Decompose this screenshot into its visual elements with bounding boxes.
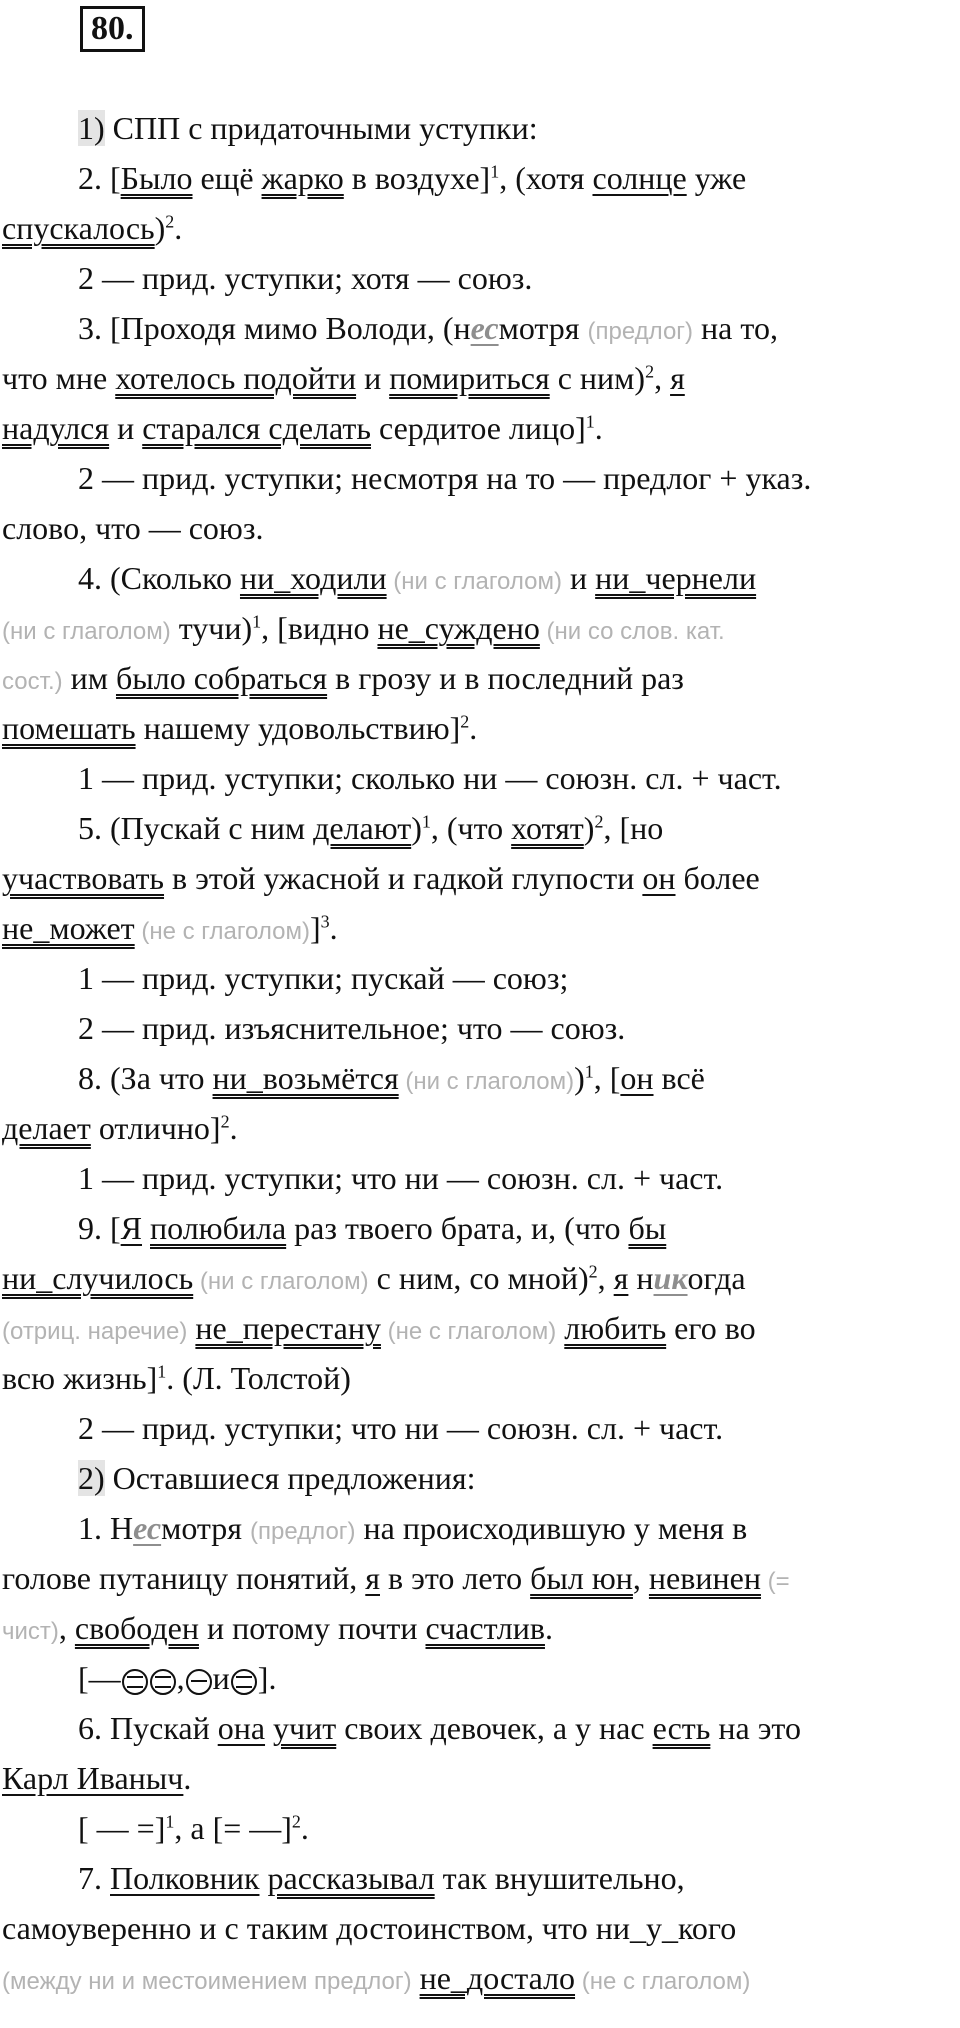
text-fragment: в это лето	[380, 1560, 531, 1596]
text-fragment: не_перестану	[195, 1310, 381, 1346]
sentence-4-analysis: 1 — прид. уступки; сколько ни — союзн. сл. + част.	[78, 760, 782, 796]
text-fragment: своих девочек, а у нас	[336, 1710, 653, 1746]
text-fragment: .	[229, 1110, 238, 1146]
text-fragment: я	[670, 360, 685, 396]
section-1-label: 1)	[78, 110, 105, 146]
text-fragment: [ — =]	[78, 1810, 166, 1846]
sentence-9-line-1	[78, 1203, 958, 1253]
text-fragment: на то,	[693, 310, 778, 346]
text-fragment: .	[174, 210, 183, 246]
sentence-5-line-3	[2, 903, 958, 953]
text-fragment: 3. [Проходя мимо Володи, (н	[78, 310, 471, 346]
sentence-4-line-1	[78, 553, 958, 603]
text-fragment: (ни с глаголом)	[398, 1068, 575, 1095]
text-fragment: (не с глаголом)	[380, 1318, 557, 1345]
text-fragment: 1	[584, 1061, 594, 1082]
text-fragment: и	[562, 560, 596, 596]
text-fragment: 9. [	[78, 1210, 121, 1246]
text-fragment: раз твоего брата, и, (что	[286, 1210, 629, 1246]
text-fragment: 7.	[78, 1860, 110, 1896]
sentence-5-line-1	[78, 803, 958, 853]
text-fragment: )	[154, 210, 166, 246]
sentence-7-line-2: самоуверенно и с таким достоинством, что ни_у_кого	[2, 1910, 737, 1946]
text-fragment: хотелось подойти	[115, 360, 357, 396]
text-fragment: свободен	[74, 1610, 199, 1646]
text-fragment: (предлог)	[250, 1518, 356, 1545]
text-fragment: рассказывал	[267, 1860, 435, 1896]
text-fragment: ,	[176, 1660, 185, 1696]
sentence-7-line-1	[78, 1853, 958, 1903]
text-fragment: помешать	[2, 710, 136, 746]
text-fragment: н	[628, 1260, 654, 1296]
text-fragment: отлично]	[90, 1110, 221, 1146]
text-fragment: 1	[157, 1361, 167, 1382]
text-fragment: 2	[165, 211, 175, 232]
text-fragment: ,	[58, 1610, 75, 1646]
text-fragment: (между ни и местоимением предлог)	[2, 1968, 412, 1995]
text-fragment: 2. [	[78, 160, 121, 196]
text-fragment: . (Л. Толстой)	[166, 1360, 351, 1396]
predicate: жарко	[261, 160, 344, 196]
text-fragment: , [но	[603, 810, 664, 846]
text-fragment: 3	[320, 911, 330, 932]
text-fragment: ].	[257, 1660, 277, 1696]
text-fragment: ,	[654, 360, 671, 396]
text-fragment: ни_ходили	[239, 560, 387, 596]
text-fragment: ик	[653, 1260, 688, 1296]
sentence-6-scheme	[78, 1803, 958, 1853]
text-fragment: мотря	[498, 310, 588, 346]
text-fragment: (не с глаголом)	[134, 918, 310, 945]
text-fragment: я	[365, 1560, 380, 1596]
text-fragment: на происходившую у меня в	[355, 1510, 748, 1546]
sentence-2-line-1	[78, 153, 958, 203]
text-fragment: его во	[666, 1310, 756, 1346]
text-fragment: (ни с глаголом)	[2, 618, 171, 645]
text-fragment: чист)	[2, 1618, 59, 1645]
text-fragment: я	[613, 1260, 629, 1296]
text-fragment: им	[62, 660, 116, 696]
sentence-7-line-3	[2, 1953, 958, 2003]
predicate: Было	[120, 160, 193, 196]
sentence-8-analysis: 1 — прид. уступки; что ни — союзн. сл. + част.	[78, 1160, 724, 1196]
section-1-header	[78, 103, 958, 153]
text-fragment: всё	[653, 1060, 705, 1096]
text-fragment: и	[356, 360, 390, 396]
text-fragment: любить	[564, 1310, 667, 1346]
text-fragment: уже	[686, 160, 747, 196]
text-fragment: ,	[597, 1260, 614, 1296]
sentence-5-line-2	[2, 853, 958, 903]
text-fragment: 1	[585, 411, 595, 432]
text-fragment: .	[594, 410, 603, 446]
text-fragment: было собраться	[115, 660, 328, 696]
text-fragment: ]	[310, 910, 321, 946]
section-2-header	[78, 1453, 958, 1503]
text-fragment: .	[300, 1810, 309, 1846]
text-fragment: учит	[273, 1710, 337, 1746]
text-fragment: .	[183, 1760, 192, 1796]
text-fragment: был юн	[530, 1560, 633, 1596]
text-fragment: 2	[645, 361, 655, 382]
text-fragment: делает	[2, 1110, 91, 1146]
text-fragment: ещё	[192, 160, 262, 196]
text-fragment: , а [= —]	[174, 1810, 292, 1846]
text-fragment: надулся	[2, 410, 110, 446]
text-fragment: не_суждено	[377, 610, 540, 646]
text-fragment: нашему удовольствию]	[135, 710, 461, 746]
double-circle-icon	[122, 1669, 148, 1695]
task-number: 80.	[80, 6, 145, 52]
text-fragment: так внушительно,	[434, 1860, 685, 1896]
text-fragment: полюбила	[150, 1210, 287, 1246]
text-fragment: (ни со слов. кат.	[539, 618, 725, 645]
text-fragment: ни_возьмётся	[212, 1060, 399, 1096]
text-fragment: всю жизнь]	[2, 1360, 158, 1396]
text-fragment: в этой ужасной и гадкой глупости	[164, 860, 643, 896]
text-fragment: сердитое лицо]	[370, 410, 586, 446]
text-fragment: с ним)	[549, 360, 646, 396]
text-fragment: ни_чернели	[595, 560, 757, 596]
text-fragment: он	[642, 860, 676, 896]
sentence-5-analysis-1: 1 — прид. уступки; пускай — союз;	[78, 960, 569, 996]
text-fragment: и	[109, 410, 143, 446]
section-2-title: Оставшиеся предложения:	[104, 1460, 476, 1496]
text-fragment: ес	[470, 310, 499, 346]
text-fragment: Я	[120, 1210, 142, 1246]
sentence-4-line-2	[2, 603, 958, 653]
sentence-8-line-1	[78, 1053, 958, 1103]
circle-line-icon	[186, 1669, 212, 1695]
sentence-1-line-1	[78, 1503, 958, 1553]
text-fragment: , [	[593, 1060, 621, 1096]
text-fragment: 1. Н	[78, 1510, 134, 1546]
section-1-title: СПП с придаточными уступки:	[104, 110, 538, 146]
sentence-6-line-1	[78, 1703, 958, 1753]
text-fragment: )	[574, 1060, 585, 1096]
sentence-2-analysis: 2 — прид. уступки; хотя — союз.	[78, 260, 533, 296]
text-fragment: старался сделать	[142, 410, 371, 446]
text-fragment: хотят	[511, 810, 584, 846]
text-fragment: не_может	[2, 910, 135, 946]
text-fragment: счастлив	[425, 1610, 545, 1646]
sentence-1-scheme	[78, 1653, 958, 1703]
text-fragment: 2	[588, 1261, 598, 1282]
sentence-2-line-2	[2, 203, 958, 253]
text-fragment: 1	[421, 811, 431, 832]
text-fragment	[265, 1710, 273, 1746]
sentence-9-analysis: 2 — прид. уступки; что ни — союзн. сл. + част.	[78, 1410, 724, 1446]
double-circle-icon	[231, 1669, 257, 1695]
sentence-1-line-3	[2, 1603, 958, 1653]
text-fragment: и	[212, 1660, 230, 1696]
text-fragment: на это	[710, 1710, 801, 1746]
text-fragment: и потому почти	[198, 1610, 426, 1646]
text-fragment: )	[583, 810, 595, 846]
text-fragment: (ни с глаголом)	[193, 1268, 369, 1295]
text-fragment: огда	[687, 1260, 746, 1296]
text-fragment: .	[544, 1610, 553, 1646]
sentence-3-line-2	[2, 353, 958, 403]
sentence-3-analysis-1: 2 — прид. уступки; несмотря на то — предлог + указ.	[78, 460, 812, 496]
text-fragment: (отриц. наречие)	[2, 1318, 188, 1345]
double-circle-icon	[150, 1669, 176, 1695]
sentence-9-line-2	[2, 1253, 958, 1303]
text-fragment: с ним, со мной)	[368, 1260, 589, 1296]
sentence-9-line-3	[2, 1303, 958, 1353]
text-fragment: она	[217, 1710, 266, 1746]
text-fragment: Карл Иваныч	[2, 1760, 184, 1796]
text-fragment: [—	[78, 1660, 121, 1696]
text-fragment: (=	[760, 1568, 790, 1595]
text-fragment: есть	[652, 1710, 711, 1746]
text-fragment: мотря	[161, 1510, 251, 1546]
sentence-9-line-4	[2, 1353, 958, 1403]
text-fragment: 1	[252, 611, 262, 632]
sentence-3-analysis-2: слово, что — союз.	[2, 510, 264, 546]
section-2-label: 2)	[78, 1460, 105, 1496]
text-fragment: сост.)	[2, 668, 63, 695]
sentence-3-line-1	[78, 303, 958, 353]
text-fragment: 2	[220, 1111, 230, 1132]
text-fragment: что мне	[2, 360, 116, 396]
text-fragment: ,	[632, 1560, 649, 1596]
text-fragment: (не с глаголом)	[575, 1968, 751, 1995]
text-fragment: (предлог)	[587, 318, 694, 345]
text-fragment: )	[411, 810, 422, 846]
sentence-4-line-4	[2, 703, 958, 753]
text-fragment: .	[469, 710, 478, 746]
text-fragment: не_достало	[419, 1960, 576, 1996]
text-fragment	[412, 1960, 420, 1996]
text-fragment: 1	[165, 1811, 175, 1832]
text-fragment: 2	[460, 711, 470, 732]
text-fragment: он	[620, 1060, 654, 1096]
text-fragment: , (что	[430, 810, 512, 846]
text-fragment: бы	[628, 1210, 667, 1246]
text-fragment: 2	[594, 811, 604, 832]
sentence-1-line-2	[2, 1553, 958, 1603]
sentence-5-analysis-2: 2 — прид. изъяснительное; что — союз.	[78, 1010, 626, 1046]
text-fragment: Полковник	[110, 1860, 260, 1896]
text-fragment: 4. (Сколько	[78, 560, 240, 596]
text-fragment: помириться	[389, 360, 550, 396]
text-fragment: 1	[490, 161, 500, 182]
text-fragment: участвовать	[2, 860, 165, 896]
text-fragment: (ни с глаголом)	[386, 568, 562, 595]
predicate: спускалось	[2, 210, 155, 246]
text-fragment	[142, 1210, 150, 1246]
text-fragment: 6. Пускай	[78, 1710, 218, 1746]
text-fragment: в воздухе]	[343, 160, 491, 196]
text-fragment: 2	[291, 1811, 301, 1832]
sentence-6-line-2	[2, 1753, 958, 1803]
text-fragment: , [видно	[261, 610, 378, 646]
sentence-4-line-3	[2, 653, 958, 703]
text-fragment: более	[675, 860, 760, 896]
text-fragment: 8. (За что	[78, 1060, 213, 1096]
text-fragment: тучи)	[170, 610, 253, 646]
text-fragment: ни_случилось	[2, 1260, 194, 1296]
subject: солнце	[592, 160, 687, 196]
sentence-8-line-2	[2, 1103, 958, 1153]
text-fragment: делают	[313, 810, 412, 846]
text-fragment: ес	[133, 1510, 162, 1546]
text-fragment: , (хотя	[499, 160, 593, 196]
text-fragment: .	[329, 910, 338, 946]
text-fragment: 5. (Пускай с ним	[78, 810, 314, 846]
sentence-3-line-3	[2, 403, 958, 453]
text-fragment: в грозу и в последний раз	[327, 660, 684, 696]
text-fragment: невинен	[648, 1560, 761, 1596]
text-fragment: голове путаницу понятий,	[2, 1560, 366, 1596]
